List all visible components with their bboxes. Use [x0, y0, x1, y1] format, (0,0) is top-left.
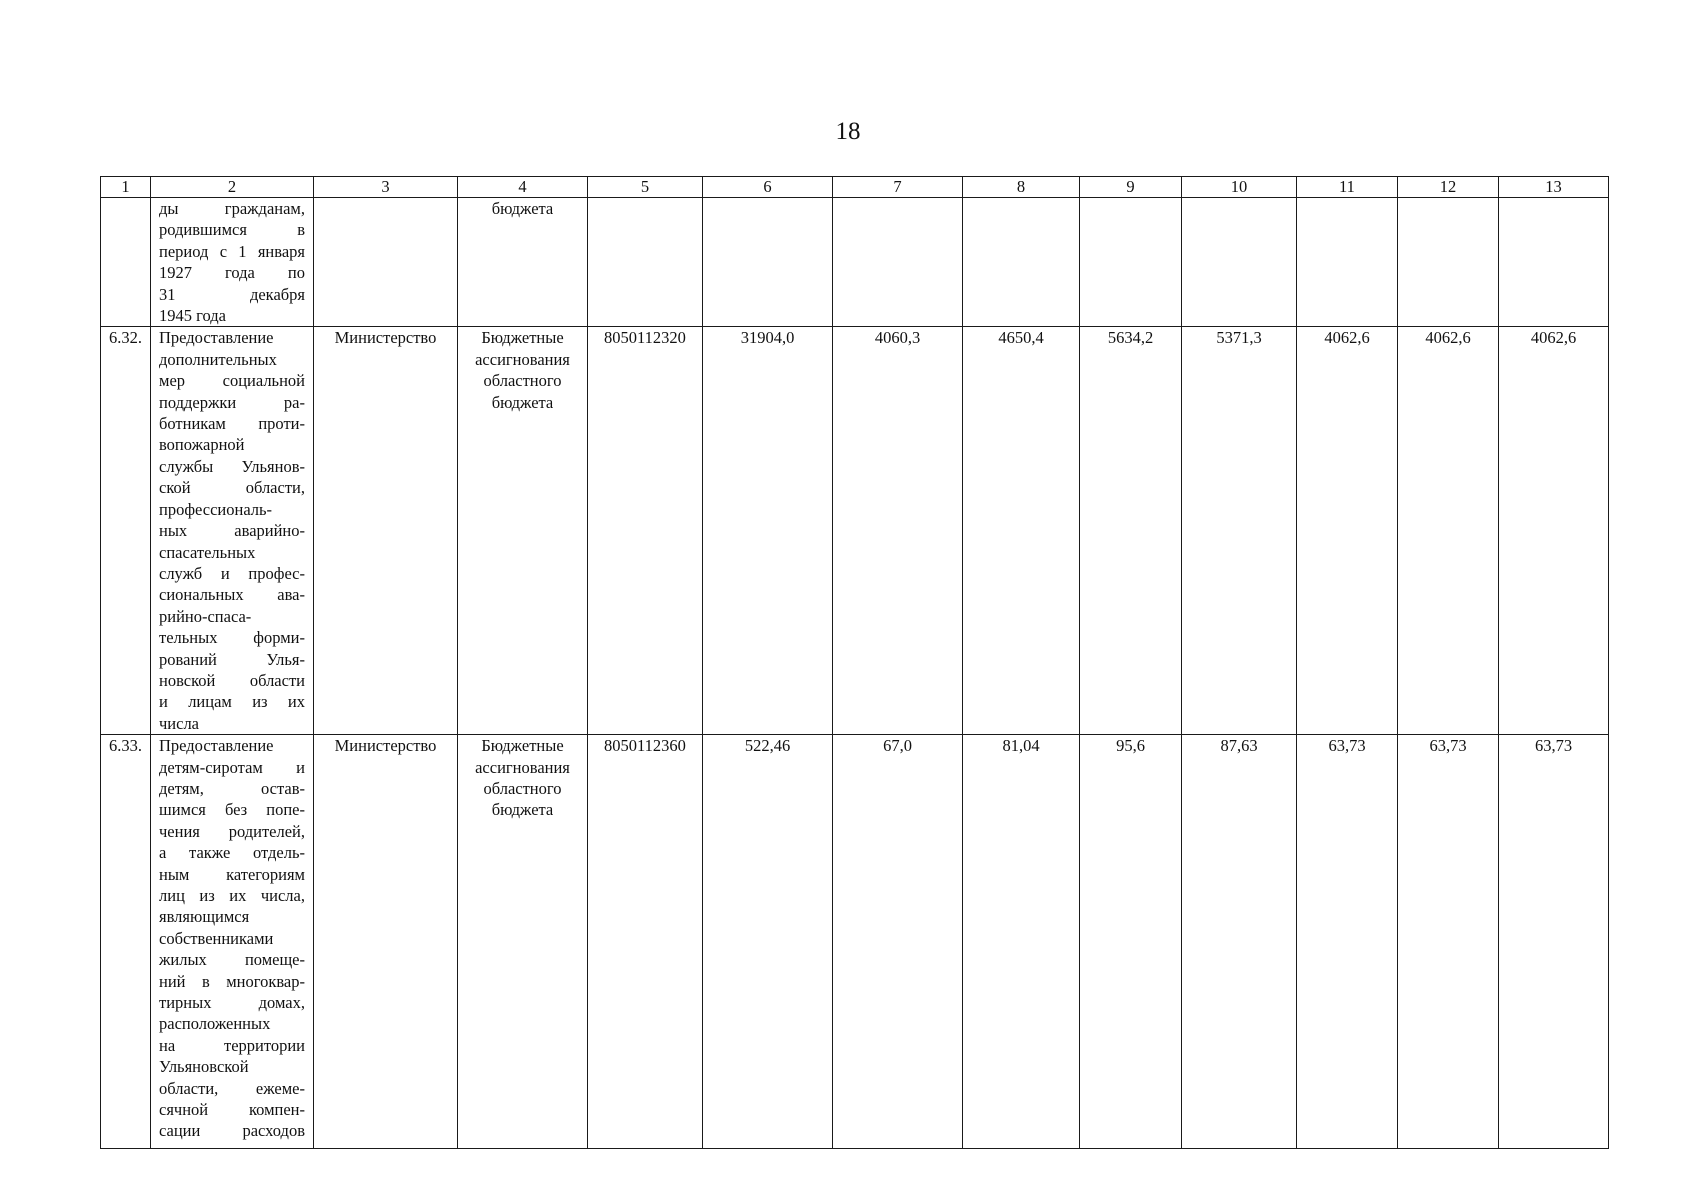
- description-line: шимся без попе-: [159, 800, 305, 820]
- row-description: [151, 327, 314, 735]
- column-header: 6: [703, 177, 833, 198]
- row-value: 4650,4: [963, 327, 1080, 735]
- description-line: области, ежеме-: [159, 1078, 305, 1098]
- source-line: ассигнования: [475, 349, 570, 369]
- row-description: [151, 735, 314, 1149]
- row-value: 31904,0: [703, 327, 833, 735]
- description-line: собственниками: [159, 928, 274, 948]
- row-value: 63,73: [1297, 735, 1398, 1149]
- row-number: 6.32.: [101, 327, 151, 735]
- row-value: [1398, 198, 1499, 327]
- description-line: родившимся в: [159, 220, 305, 240]
- row-value: 5634,2: [1080, 327, 1182, 735]
- source-line: бюджета: [491, 199, 554, 218]
- description-line: чения родителей,: [159, 821, 305, 841]
- description-line: а также отдель-: [159, 843, 305, 863]
- row-value: [1297, 198, 1398, 327]
- column-header: 10: [1182, 177, 1297, 198]
- row-funding-source: [458, 198, 588, 327]
- description-line: ным категориям: [159, 864, 305, 884]
- description-line: рийно-спаса-: [159, 606, 252, 626]
- description-line: 1927 года по: [159, 263, 305, 283]
- column-header: 3: [314, 177, 458, 198]
- row-value: [1080, 198, 1182, 327]
- description-line: ных аварийно-: [159, 521, 305, 541]
- column-header: 11: [1297, 177, 1398, 198]
- source-line: Бюджетные: [481, 736, 564, 756]
- description-line: детям, остав-: [159, 778, 305, 798]
- description-line: дополнительных: [159, 349, 277, 369]
- budget-table: [100, 176, 1609, 1149]
- source-line: областного: [483, 778, 562, 798]
- description-line: рований Улья-: [159, 649, 305, 669]
- description-line: сячной компен-: [159, 1100, 305, 1120]
- description-line: служб и профес-: [159, 563, 305, 583]
- source-line: бюджета: [491, 392, 554, 412]
- row-value: 67,0: [833, 735, 963, 1149]
- description-line: и лицам из их: [159, 692, 305, 712]
- description-line: сиональных ава-: [159, 585, 305, 605]
- page-number: 18: [835, 118, 861, 145]
- table-row: [101, 327, 1609, 735]
- source-line: бюджета: [491, 800, 554, 820]
- row-value: [1182, 198, 1297, 327]
- description-line: тельных форми-: [159, 628, 305, 648]
- row-value: 4062,6: [1398, 327, 1499, 735]
- row-value: [1499, 198, 1609, 327]
- description-line: Ульяновской: [159, 1057, 249, 1077]
- row-value: 522,46: [703, 735, 833, 1149]
- description-line: на территории: [159, 1035, 305, 1055]
- description-line: 1945 года: [159, 306, 226, 326]
- table-row: [101, 735, 1609, 1149]
- description-line: поддержки ра-: [159, 392, 305, 412]
- row-description: [151, 198, 314, 327]
- description-line: расположенных: [159, 1014, 271, 1034]
- column-header: 9: [1080, 177, 1182, 198]
- description-line: сации расходов: [159, 1121, 305, 1141]
- row-value: [963, 198, 1080, 327]
- column-header: 2: [151, 177, 314, 198]
- source-line: Бюджетные: [481, 328, 564, 348]
- description-line: ской области,: [159, 478, 305, 498]
- description-line: 31 декабря: [159, 284, 305, 304]
- description-line: мер социальной: [159, 371, 305, 391]
- row-value: [703, 198, 833, 327]
- row-funding-source: [458, 327, 588, 735]
- header-row: [101, 177, 1609, 198]
- description-line: числа: [159, 713, 200, 733]
- column-header: 1: [101, 177, 151, 198]
- description-line: спасательных: [159, 542, 256, 562]
- row-number: 6.33.: [101, 735, 151, 1149]
- row-value: 63,73: [1499, 735, 1609, 1149]
- column-header: 13: [1499, 177, 1609, 198]
- description-line: вопожарной: [159, 435, 245, 455]
- description-line: являющимся: [159, 907, 250, 927]
- row-executor: Министерство: [314, 327, 458, 735]
- row-funding-source: [458, 735, 588, 1149]
- row-value: 5371,3: [1182, 327, 1297, 735]
- row-code: [588, 198, 703, 327]
- row-value: 4062,6: [1297, 327, 1398, 735]
- description-line: тирных домах,: [159, 993, 305, 1013]
- row-value: [833, 198, 963, 327]
- row-executor: Министерство: [314, 735, 458, 1149]
- column-header: 12: [1398, 177, 1499, 198]
- description-line: лиц из их числа,: [159, 886, 305, 905]
- description-line: период с 1 января: [159, 241, 305, 261]
- description-line: ний в многоквар-: [159, 971, 305, 991]
- column-header: 4: [458, 177, 588, 198]
- description-line: Предоставление: [159, 328, 274, 348]
- row-value: 63,73: [1398, 735, 1499, 1149]
- description-line: службы Ульянов-: [159, 456, 305, 476]
- description-line: ботникам проти-: [159, 414, 305, 434]
- column-header: 7: [833, 177, 963, 198]
- description-line: ды гражданам,: [159, 199, 305, 218]
- source-line: областного: [483, 371, 562, 391]
- description-line: новской области: [159, 670, 305, 690]
- row-value: 87,63: [1182, 735, 1297, 1149]
- table-row: [101, 198, 1609, 327]
- row-executor: [314, 198, 458, 327]
- description-line: профессиональ-: [159, 499, 273, 519]
- row-value: 4060,3: [833, 327, 963, 735]
- row-code: 8050112360: [588, 735, 703, 1149]
- row-number: [101, 198, 151, 327]
- description-line: детям-сиротам и: [159, 757, 305, 777]
- row-code: 8050112320: [588, 327, 703, 735]
- description-line: жилых помеще-: [159, 950, 305, 970]
- column-header: 8: [963, 177, 1080, 198]
- row-value: 81,04: [963, 735, 1080, 1149]
- source-line: ассигнования: [475, 757, 570, 777]
- row-value: 95,6: [1080, 735, 1182, 1149]
- row-value: 4062,6: [1499, 327, 1609, 735]
- column-header: 5: [588, 177, 703, 198]
- description-line: Предоставление: [159, 736, 274, 756]
